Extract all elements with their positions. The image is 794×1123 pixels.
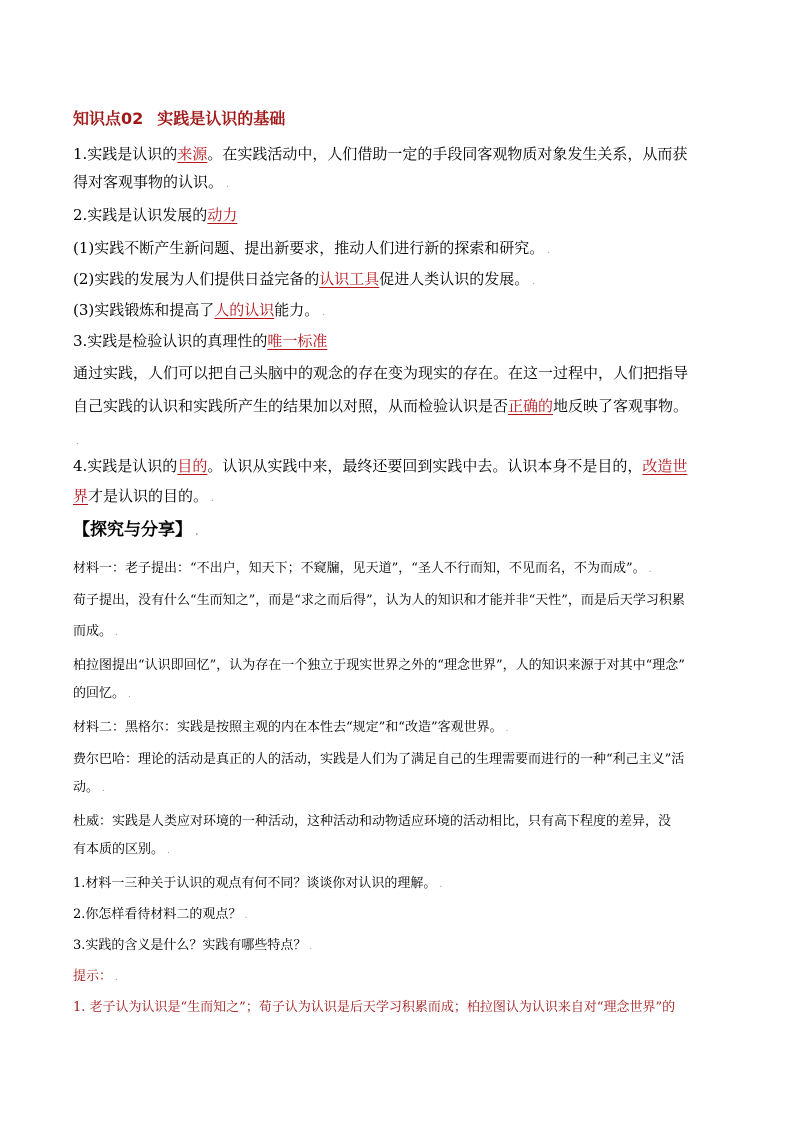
paragraph-mark: . [128,690,131,700]
text: 有本质的区别。 [73,842,165,857]
material-1-line-4 [73,654,725,678]
text: 3.实践的含义是什么？实践有哪些特点？ [73,938,307,953]
highlight-human-cognition: 人的认识 [214,301,275,319]
highlight-transform-world-end: 界 [73,487,89,505]
text: 地反映了客观事物。 [553,397,689,415]
section-heading [73,106,725,129]
paragraph-3-body-line-2 [73,393,725,420]
text: 能力。 [274,301,320,319]
text: 4.实践是认识的 [73,457,178,475]
material-2-line-1 [73,716,725,741]
paragraph-4-line-2 [73,483,725,513]
text: 1.材料一三种关于认识的观点有何不同？谈谈你对认识的理解。 [73,876,437,891]
material-2-line-3 [73,776,725,801]
text: 。认识从实践中来，最终还要回到实践中去。认识本身不是目的， [207,457,643,475]
text: 得对客观事物的认识。 [73,173,224,191]
paragraph-1 [73,141,725,168]
paragraph-mark: . [309,942,313,952]
highlight-motivation: 动力 [207,206,238,224]
paragraph-mark: . [195,528,199,538]
answer-1 [73,996,725,1020]
paragraph-mark: . [211,494,214,504]
paragraph-3-body [73,360,725,387]
highlight-tools: 认识工具 [319,270,380,288]
knowledge-point-number: 知识点02 [73,109,144,128]
material-2-line-2 [73,748,725,772]
paragraph-2-3 [73,297,725,327]
material-1-line-5 [73,682,725,707]
text: 通过实践，人们可以把自己头脑中的观念的存在变为现实的存在。在这一过程中，人们把指导 [73,364,689,382]
paragraph-mark: . [76,437,79,447]
text: 1.实践是认识的 [73,145,178,163]
question-3 [73,934,725,959]
paragraph-mark: . [322,308,326,318]
paragraph-mark: . [115,628,118,638]
paragraph-mark: . [102,784,105,794]
empty-line [73,426,725,456]
paragraph-mark: . [244,911,248,921]
text: 。在实践活动中，人们借助一定的手段同客观物质对象发生关系，从而获 [207,145,688,163]
paragraph-2-1 [73,235,725,265]
paragraph-mark: . [226,180,229,190]
text: 动。 [73,780,100,795]
highlight-transform-world: 改造世 [642,457,688,475]
material-2-line-4 [73,810,725,834]
paragraph-1-line-2 [73,169,725,199]
paragraph-mark: . [439,880,443,890]
paragraph-mark: . [505,724,509,734]
text: 的回忆。 [73,686,126,701]
material-2-line-5 [73,838,725,863]
text: 材料二：黑格尔：实践是按照主观的内在本性去“规定”和“改造”客观世界。 [73,720,503,735]
paragraph-mark: . [167,846,170,856]
highlight-only-standard: 唯一标准 [267,332,328,350]
paragraph-mark: . [648,565,652,575]
highlight-purpose: 目的 [177,457,208,475]
text: 1. 老子认为认识是“生而知之”；荀子认为认识是后天学习积累而成；柏拉图认为认识来自对“理念世界”的 [73,1000,676,1015]
highlight-source: 来源 [177,145,208,163]
paragraph-mark: . [547,246,551,256]
text: (1)实践不断产生新问题、提出新要求，推动人们进行新的探索和研究。 [73,239,545,257]
text: 柏拉图提出“认识即回忆”，认为存在一个独立于现实世界之外的“理念世界”，人的知识来源于对其中“理念” [73,658,685,673]
text: (3)实践锻炼和提高了 [73,301,215,319]
material-1-line-1 [73,557,725,582]
text: (2)实践的发展为人们提供日益完备的 [73,270,320,288]
text: 自己实践的认识和实践所产生的结果加以对照，从而检验认识是否 [73,397,509,415]
text: 材料一：老子提出：“不出户，知天下；不窥牖，见天道”，“圣人不行而知，不见而名，不为而成”。 [73,561,646,576]
question-2 [73,903,725,928]
text: 提示： [73,969,113,984]
material-1-line-3 [73,620,725,645]
paragraph-3 [73,328,725,355]
paragraph-2-2 [73,266,725,296]
paragraph-mark: . [115,973,118,983]
text: 2.你怎样看待材料二的观点？ [73,907,242,922]
text: 杜威：实践是人类应对环境的一种活动，这种活动和动物适应环境的活动相比，只有高下程度的差异，没 [73,814,672,829]
highlight-correct: 正确的 [508,397,554,415]
text: 荀子提出，没有什么“生而知之”，而是“求之而后得”，认为人的知识和才能并非“天性”，而是后天学习积累 [73,593,685,608]
paragraph-4 [73,453,725,480]
knowledge-point-title: 实践是认识的基础 [157,109,286,128]
text: 3.实践是检验认识的真理性的 [73,332,268,350]
text: 才是认识的目的。 [88,487,209,505]
text: 而成。 [73,624,113,639]
explore-share-heading [73,516,725,547]
text: 促进人类认识的发展。 [379,270,530,288]
question-1 [73,872,725,897]
hint-label [73,965,725,990]
material-1-line-2 [73,589,725,613]
text: 2.实践是认识发展的 [73,206,208,224]
paragraph-2 [73,202,725,229]
paragraph-mark: . [532,277,536,287]
text: 费尔巴哈：理论的活动是真正的人的活动，实践是人们为了满足自己的生理需要而进行的一种“利己主义”活 [73,752,685,767]
text: 【探究与分享】 [73,520,192,540]
